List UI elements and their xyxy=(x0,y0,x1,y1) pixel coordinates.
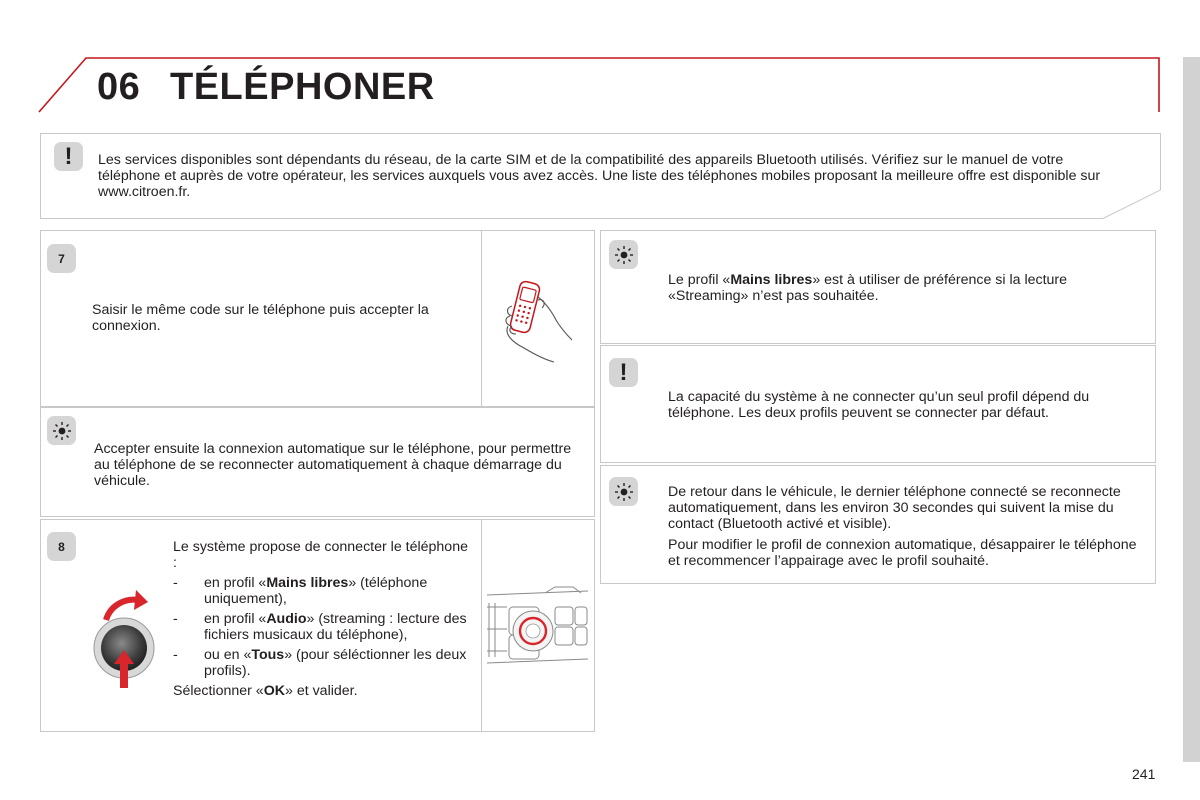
tip-right-1-text: Le profil «Mains libres» est à utiliser de préférence si la lecture «Streaming» n’est pas souhaitée. xyxy=(668,272,1068,304)
control-panel-illustration xyxy=(485,585,590,667)
step-8-content xyxy=(173,539,473,699)
tip-left-text: Accepter ensuite la connexion automatique sur le téléphone, pour permettre au téléphone de se reconnecter automatiquement à chaque démarrage du véhicule. xyxy=(94,441,572,489)
step-8-final: Sélectionner «OK» et valider. xyxy=(173,683,358,699)
step-badge: 7 xyxy=(47,244,76,273)
tip-right-2-content xyxy=(668,484,1138,569)
rotary-knob-icon xyxy=(88,588,160,692)
list-item: - en profil «Audio» (streaming : lecture des fichiers musicaux du téléphone), xyxy=(173,611,473,643)
step-8-intro: Le système propose de connecter le téléphone : xyxy=(173,539,468,571)
page-number: 241 xyxy=(1132,766,1156,782)
chapter-number: 06 xyxy=(97,66,141,108)
chapter-title: TÉLÉPHONER xyxy=(170,66,435,108)
list-item: - ou en «Tous» (pour séléctionner les deux profils). xyxy=(173,647,473,679)
exclamation-icon: ! xyxy=(54,142,83,171)
phone-in-hand-icon xyxy=(500,276,574,364)
lightbulb-icon xyxy=(47,416,76,445)
lightbulb-icon xyxy=(609,477,638,506)
tip-right-2-paragraph: De retour dans le véhicule, le dernier téléphone connecté se reconnecte automatiquement, dans les environ 30 secondes qui suivent la mise du contact (Bluetooth activé et visible). xyxy=(668,484,1121,532)
lightbulb-icon xyxy=(609,240,638,269)
tip-right-2-paragraph: Pour modifier le profil de connexion automatique, désappairer le téléphone et recommencer l’appairage avec le profil souhaité. xyxy=(668,537,1137,569)
panel-divider xyxy=(481,230,482,407)
warning-text: Les services disponibles sont dépendants du réseau, de la carte SIM et de la compatibilité des appareils Bluetooth utilisés. Vérifiez sur le manuel de votre téléphone et auprès de votre opérateur, les services auxquels vous avez accès. Une liste des téléphones mobiles proposant la meilleure offre est disponible sur www.citroen.fr. xyxy=(98,152,1101,200)
profile-options-list xyxy=(173,575,473,679)
list-item: - en profil «Mains libres» (téléphone uniquement), xyxy=(173,575,473,607)
warning-right-text: La capacité du système à ne connecter qu’un seul profil dépend du téléphone. Les deux profils peuvent se connecter par défaut. xyxy=(668,389,1090,421)
step-7-text: Saisir le même code sur le téléphone puis accepter la connexion. xyxy=(92,302,429,334)
step-badge: 8 xyxy=(47,532,76,561)
chapter-side-tab xyxy=(1183,57,1200,762)
exclamation-icon: ! xyxy=(609,358,638,387)
panel-divider xyxy=(481,519,482,732)
